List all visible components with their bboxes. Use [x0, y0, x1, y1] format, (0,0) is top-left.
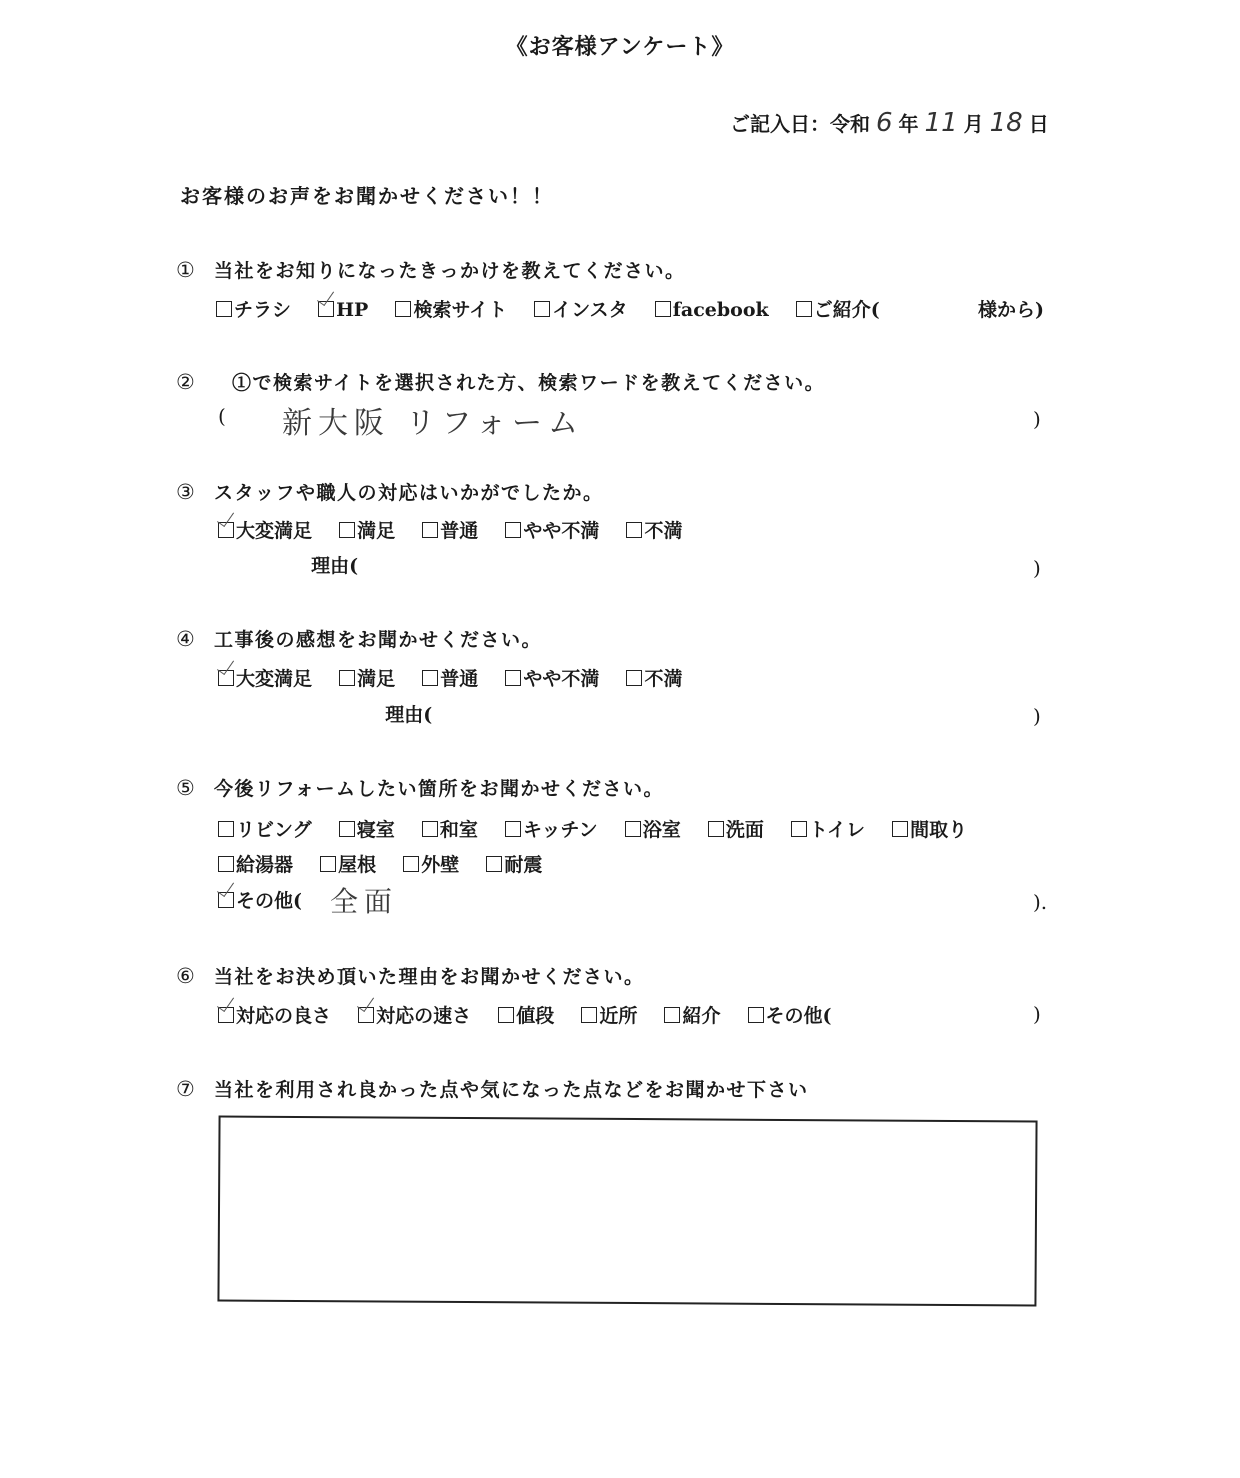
form-title: 《お客様アンケート》: [505, 34, 735, 60]
q1-option-referral[interactable]: ご紹介(: [796, 295, 880, 322]
q2-text: ①で検索サイトを選択された方、検索ワードを教えてください。: [232, 372, 826, 394]
q4-reason-label: 理由(: [385, 704, 433, 726]
q3-option-neutral[interactable]: 普通: [422, 516, 478, 543]
intro-text: お客様のお声をお聞かせください！！: [180, 184, 554, 208]
q6-text: 当社をお決め頂いた理由をお聞かせください。: [214, 966, 645, 988]
q1-heading: [176, 256, 686, 283]
checkbox-icon[interactable]: [708, 821, 724, 837]
q5-option-roof[interactable]: 屋根: [320, 850, 376, 877]
q5-close-paren: ).: [1033, 890, 1048, 914]
checkbox-icon[interactable]: [505, 670, 521, 686]
checkbox-icon[interactable]: [216, 301, 232, 317]
checkbox-icon[interactable]: [403, 856, 419, 872]
date-month-unit: 月: [963, 112, 984, 136]
q4-close-paren: ): [1033, 704, 1041, 728]
q5-option-toilet[interactable]: トイレ: [791, 815, 865, 842]
q6-heading: [176, 962, 645, 989]
checkbox-icon[interactable]: [626, 522, 642, 538]
q1-options: [216, 295, 902, 322]
q2-number: ②: [176, 370, 197, 394]
checkbox-icon[interactable]: [320, 856, 336, 872]
q5-option-exterior-wall[interactable]: 外壁: [403, 850, 459, 877]
q2-close-paren: ): [1033, 407, 1041, 431]
q5-option-japanese-room[interactable]: 和室: [422, 815, 478, 842]
q3-reason-field[interactable]: [290, 548, 1020, 578]
q5-option-bathroom[interactable]: 浴室: [625, 815, 681, 842]
q1-option-facebook[interactable]: facebook: [655, 299, 769, 321]
date-day-unit: 日: [1028, 112, 1049, 136]
q3-close-paren: ): [1033, 556, 1041, 580]
q4-option-dissatisfied[interactable]: 不満: [626, 664, 682, 691]
q6-number: ⑥: [176, 964, 197, 988]
q5-option-living[interactable]: リビング: [218, 815, 312, 842]
checkbox-checked-icon[interactable]: [218, 670, 234, 686]
checkbox-icon[interactable]: [395, 301, 411, 317]
date-year-unit: 年: [898, 112, 919, 136]
q6-option-nearby[interactable]: 近所: [581, 1001, 637, 1028]
checkbox-icon[interactable]: [796, 301, 812, 317]
q4-option-very-satisfied[interactable]: 大変満足: [218, 664, 312, 691]
q6-option-good-service[interactable]: 対応の良さ: [218, 1001, 331, 1028]
q7-comment-box[interactable]: [217, 1116, 1037, 1307]
q5-number: ⑤: [176, 776, 197, 800]
q5-option-seismic[interactable]: 耐震: [486, 850, 542, 877]
q3-option-somewhat-dissatisfied[interactable]: やや不満: [505, 516, 599, 543]
checkbox-icon[interactable]: [581, 1007, 597, 1023]
q4-options: [218, 664, 704, 691]
q2-search-words-field[interactable]: 新大阪 リフォーム: [282, 406, 585, 441]
checkbox-icon[interactable]: [655, 301, 671, 317]
date-day-field[interactable]: 18: [989, 108, 1023, 138]
checkbox-icon[interactable]: [791, 821, 807, 837]
date-label: ご記入日：令和: [730, 112, 870, 136]
q1-option-instagram[interactable]: インスタ: [534, 295, 627, 322]
q4-reason-field[interactable]: [290, 697, 1020, 727]
q5-options-row1: [218, 815, 989, 842]
q6-option-referral[interactable]: 紹介: [664, 1001, 720, 1028]
q3-heading: [176, 478, 604, 505]
checkbox-checked-icon[interactable]: [218, 522, 234, 538]
checkbox-checked-icon[interactable]: [358, 1007, 374, 1023]
q5-text: 今後リフォームしたい箇所をお聞かせください。: [214, 778, 665, 800]
checkbox-checked-icon[interactable]: [218, 892, 234, 908]
q1-option-flyer[interactable]: チラシ: [216, 295, 291, 322]
entry-date: [730, 108, 1049, 138]
q3-option-very-satisfied[interactable]: 大変満足: [218, 516, 312, 543]
q1-number: ①: [176, 258, 197, 282]
q3-options: [218, 516, 704, 543]
q4-text: 工事後の感想をお聞かせください。: [214, 629, 543, 651]
checkbox-icon[interactable]: [422, 522, 438, 538]
checkbox-icon[interactable]: [892, 821, 908, 837]
checkbox-icon[interactable]: [422, 670, 438, 686]
q4-option-neutral[interactable]: 普通: [422, 664, 478, 691]
checkbox-icon[interactable]: [339, 670, 355, 686]
q3-option-satisfied[interactable]: 満足: [339, 516, 395, 543]
q5-other-field[interactable]: 全面: [330, 885, 399, 918]
q4-option-somewhat-dissatisfied[interactable]: やや不満: [505, 664, 599, 691]
checkbox-checked-icon[interactable]: [218, 1007, 234, 1023]
q5-option-washroom[interactable]: 洗面: [708, 815, 764, 842]
q1-referral-suffix: 様から): [978, 299, 1044, 321]
q6-close-paren: ): [1033, 1002, 1041, 1026]
q5-option-layout[interactable]: 間取り: [892, 815, 967, 842]
q6-option-price[interactable]: 値段: [498, 1001, 554, 1028]
q4-option-satisfied[interactable]: 満足: [339, 664, 395, 691]
checkbox-icon[interactable]: [339, 821, 355, 837]
checkbox-icon[interactable]: [534, 301, 550, 317]
checkbox-icon[interactable]: [218, 856, 234, 872]
q6-option-fast-service[interactable]: 対応の速さ: [358, 1001, 471, 1028]
checkbox-icon[interactable]: [505, 522, 521, 538]
q4-heading: [176, 625, 542, 652]
q3-option-dissatisfied[interactable]: 不満: [626, 516, 682, 543]
q6-options: [218, 1001, 854, 1028]
q1-option-hp[interactable]: HP: [318, 299, 368, 321]
checkbox-icon[interactable]: [422, 821, 438, 837]
q5-heading: [176, 774, 664, 801]
q5-option-water-heater[interactable]: 給湯器: [218, 850, 293, 877]
checkbox-icon[interactable]: [498, 1007, 514, 1023]
q3-text: スタッフや職人の対応はいかがでしたか。: [214, 482, 604, 504]
checkbox-checked-icon[interactable]: [318, 301, 334, 317]
checkbox-icon[interactable]: [339, 522, 355, 538]
q5-option-kitchen[interactable]: キッチン: [505, 815, 598, 842]
q2-heading: [176, 368, 825, 395]
checkbox-icon[interactable]: [626, 670, 642, 686]
q1-text: 当社をお知りになったきっかけを教えてください。: [214, 260, 686, 282]
q5-option-other[interactable]: その他(: [218, 886, 302, 913]
date-month-field[interactable]: 11: [924, 108, 958, 138]
checkbox-icon[interactable]: [664, 1007, 680, 1023]
q7-number: ⑦: [176, 1077, 197, 1101]
q6-option-other[interactable]: その他(: [748, 1001, 832, 1028]
q5-options-row2: [218, 850, 564, 877]
q1-option-search-site[interactable]: 検索サイト: [395, 295, 507, 322]
q5-other: [218, 886, 324, 913]
q3-reason-label: 理由(: [311, 555, 359, 577]
checkbox-icon[interactable]: [625, 821, 641, 837]
date-year-field[interactable]: 6: [876, 108, 893, 138]
q2-open-paren: (: [218, 404, 226, 428]
q5-option-bedroom[interactable]: 寝室: [339, 815, 395, 842]
checkbox-icon[interactable]: [748, 1007, 764, 1023]
q7-text: 当社を利用され良かった点や気になった点などをお聞かせ下さい: [214, 1079, 809, 1101]
checkbox-icon[interactable]: [486, 856, 502, 872]
checkbox-icon[interactable]: [218, 821, 234, 837]
q4-number: ④: [176, 627, 197, 651]
q3-number: ③: [176, 480, 197, 504]
checkbox-icon[interactable]: [505, 821, 521, 837]
q7-heading: [176, 1075, 809, 1102]
